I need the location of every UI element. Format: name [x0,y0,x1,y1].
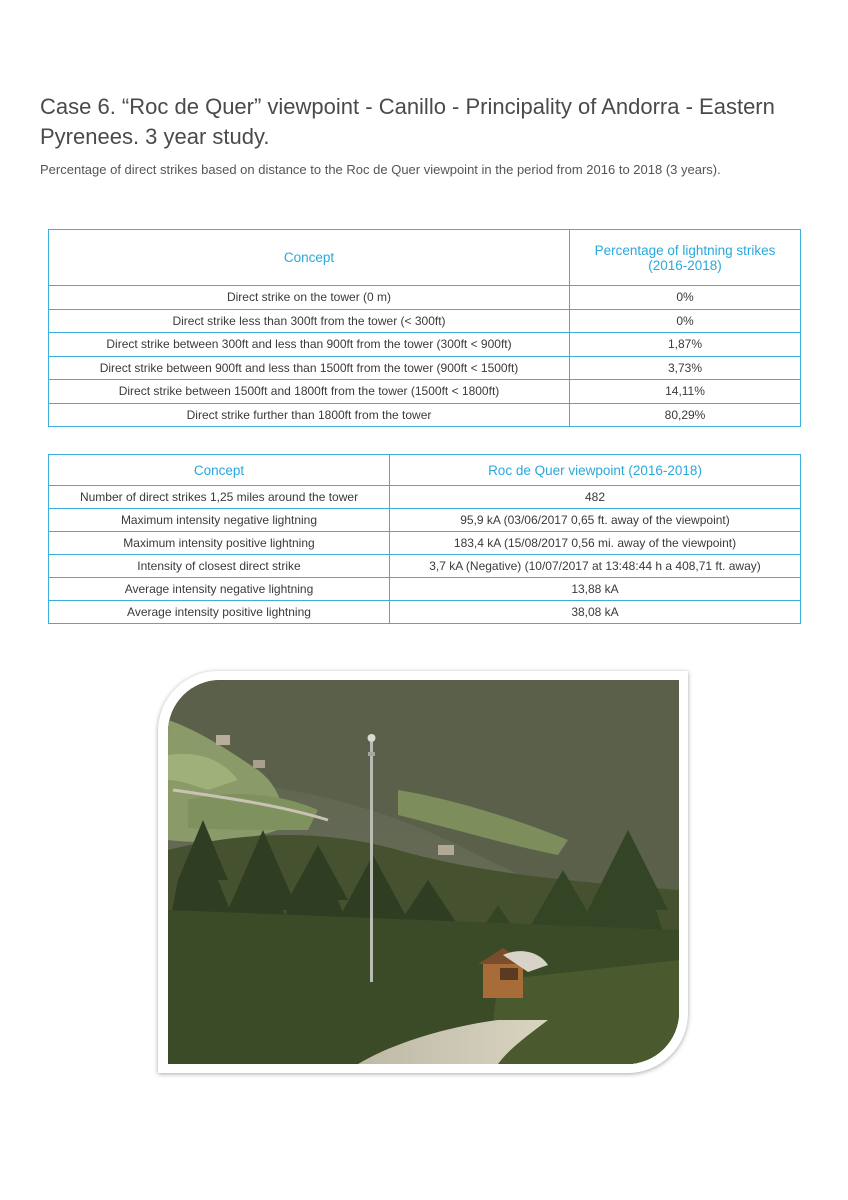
header-concept: Concept [49,230,570,286]
row-concept: Average intensity negative lightning [49,578,390,601]
table-row [49,333,801,357]
row-concept: Number of direct strikes 1,25 miles around the tower [49,486,390,509]
table-row [49,309,801,333]
row-value: 0% [570,309,801,333]
row-concept: Direct strike between 300ft and less than 900ft from the tower (300ft < 900ft) [49,333,570,357]
table-row [49,486,801,509]
landscape-illustration [168,680,679,1064]
row-value: 183,4 kA (15/08/2017 0,56 mi. away of the viewpoint) [390,532,801,555]
row-concept: Intensity of closest direct strike [49,555,390,578]
table-header-row [49,455,801,486]
table-row [49,578,801,601]
table-row [49,555,801,578]
row-value: 3,73% [570,356,801,380]
viewpoint-photo [168,680,679,1064]
header-concept: Concept [49,455,390,486]
page-title: Case 6. “Roc de Quer” viewpoint - Canillo - Principality of Andorra - Eastern Pyrenees. 3 year study. [40,94,775,149]
strike-distance-table [48,229,801,427]
row-value: 3,7 kA (Negative) (10/07/2017 at 13:48:44 h a 408,71 ft. away) [390,555,801,578]
header-viewpoint: Roc de Quer viewpoint (2016-2018) [390,455,801,486]
row-value: 13,88 kA [390,578,801,601]
photo-frame [158,671,688,1073]
table-row [49,601,801,624]
row-value: 482 [390,486,801,509]
table-row [49,403,801,427]
intro-paragraph: Percentage of direct strikes based on distance to the Roc de Quer viewpoint in the period from 2016 to 2018 (3 years). [40,162,721,177]
table-header-row [49,230,801,286]
row-value: 14,11% [570,380,801,404]
row-concept: Direct strike on the tower (0 m) [49,286,570,310]
row-concept: Direct strike between 900ft and less than 1500ft from the tower (900ft < 1500ft) [49,356,570,380]
row-value: 95,9 kA (03/06/2017 0,65 ft. away of the viewpoint) [390,509,801,532]
table-row [49,286,801,310]
table-row [49,356,801,380]
row-concept: Average intensity positive lightning [49,601,390,624]
row-concept: Direct strike further than 1800ft from the tower [49,403,570,427]
row-concept: Direct strike between 1500ft and 1800ft from the tower (1500ft < 1800ft) [49,380,570,404]
table-row [49,532,801,555]
row-value: 80,29% [570,403,801,427]
row-value: 38,08 kA [390,601,801,624]
header-percentage: Percentage of lightning strikes (2016-2018) [570,230,801,286]
table-row [49,380,801,404]
row-value: 1,87% [570,333,801,357]
row-concept: Maximum intensity negative lightning [49,509,390,532]
row-concept: Direct strike less than 300ft from the tower (< 300ft) [49,309,570,333]
row-concept: Maximum intensity positive lightning [49,532,390,555]
viewpoint-stats-table [48,454,801,624]
table-row [49,509,801,532]
row-value: 0% [570,286,801,310]
